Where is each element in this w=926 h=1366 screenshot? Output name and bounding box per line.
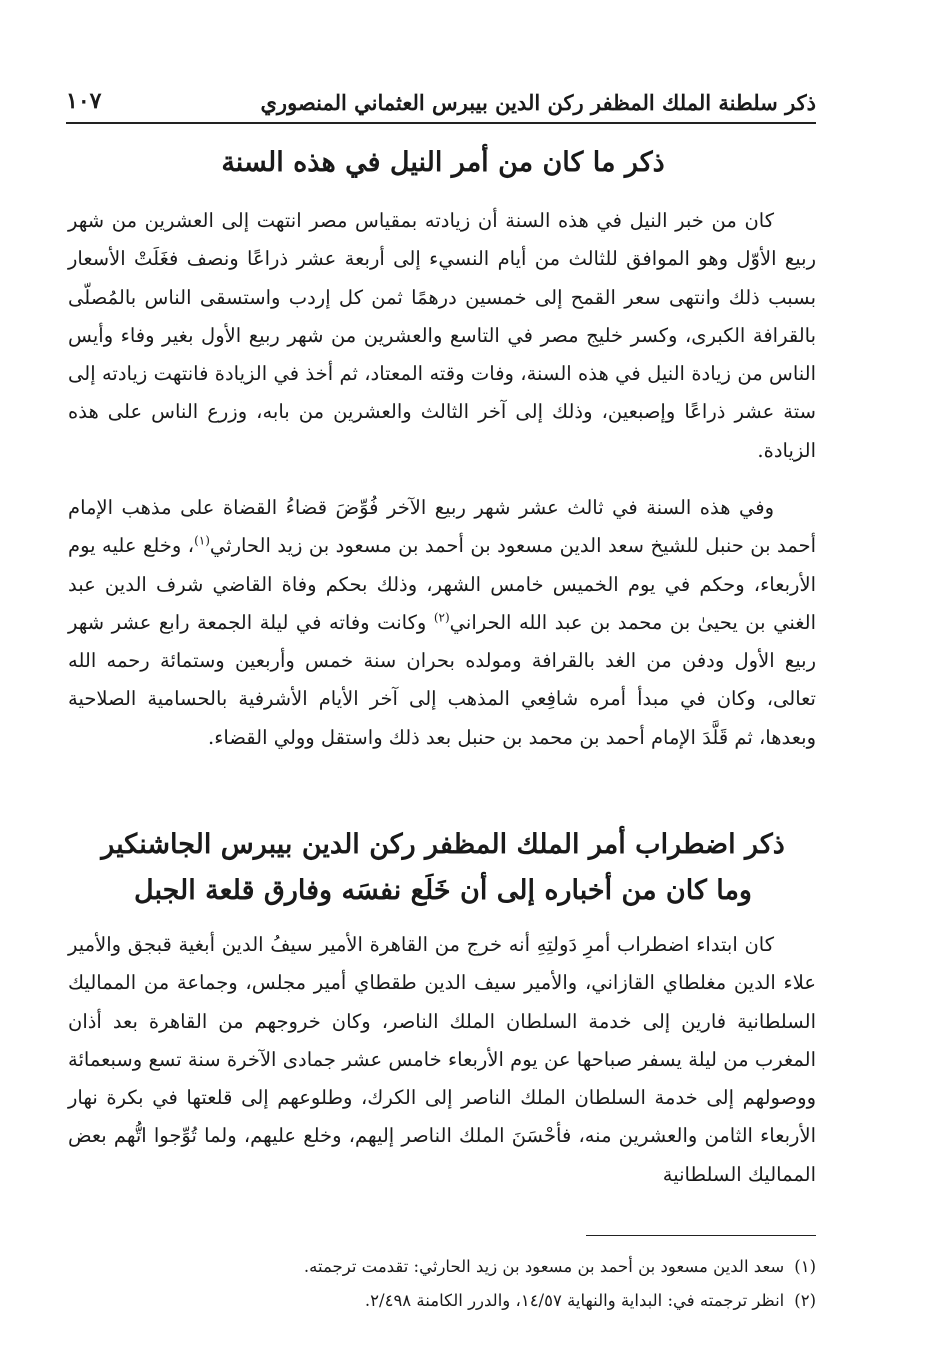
- paragraph-judge-appointment: [68, 489, 816, 757]
- paragraph-text: وكانت وفاته في ليلة الجمعة رابع عشر شهر ربيع الأول ودفن من الغد بالقرافة ومولده بحران سنة خمس وأربعين وستمائة رحمه الله تعالى، وكان في مبدأ أمره شافِعي المذهب إلى آخر الأيام الأشرفية بالحسامية الصلاحية وبعدها، ثم قَلَّدَ الإمام أحمد بن محمد بن حنبل بعد ذلك واستقل وولي القضاء.: [68, 610, 816, 749]
- section-heading-baybars: [70, 822, 816, 914]
- footnote-number: (٢): [794, 1291, 816, 1310]
- footnote-1: [68, 1250, 816, 1284]
- section-heading-nile: ذكر ما كان من أمر النيل في هذه السنة: [221, 147, 665, 178]
- footnote-divider: [586, 1235, 816, 1236]
- footnote-text: سعد الدين مسعود بن أحمد بن مسعود بن زيد الحارثي: تقدمت ترجمته.: [303, 1257, 785, 1276]
- heading-line: وما كان من أخباره إلى أن خَلَع نفسَه وفارق قلعة الجبل: [134, 875, 752, 906]
- footnotes: [68, 1250, 816, 1318]
- paragraph-text: ، وخلع عليه يوم الأربعاء، وحكم في يوم الخميس خامس الشهر، وذلك بحكم وفاة القاضي شرف الدين عبد الغني بن يحيىٰ بن محمد بن عبد الله الحراني: [68, 534, 816, 634]
- footnote-text: انظر ترجمته في: البداية والنهاية ١٤/٥٧، والدرر الكامنة ٢/٤٩٨.: [364, 1291, 785, 1310]
- page-number: ١٠٧: [66, 88, 102, 114]
- running-title: ذكر سلطنة الملك المظفر ركن الدين بيبرس العثماني المنصوري: [260, 90, 816, 115]
- footnote-2: [68, 1284, 816, 1318]
- footnote-ref-2[interactable]: (٢): [433, 610, 450, 625]
- running-header: [66, 86, 816, 124]
- footnote-number: (١): [794, 1257, 816, 1276]
- paragraph-baybars: كان ابتداء اضطراب أمرِ دَولتِهِ أنه خرج من القاهرة الأمير سيفُ الدين أبغية قبجق والأمير علاء الدين مغلطاي القازاني، والأمير سيف الدين طقطاي أمير مجلس، وجماعة من المماليك السلطانية فارين إلى خدمة السلطان الملك الناصر، وكان خروجهم من القاهرة بعد أذان المغرب من ليلة يسفر صباحها عن يوم الأربعاء خامس عشر جمادى الآخرة سنة تسع وسبعمائة ووصولهم إلى خدمة السلطان الملك الناصر إلى الكرك، وطلوعهم إلى قلعتها في بكرة نهار الأربعاء الثامن والعشرين منه، فأحْسَنَ الملك الناصر إليهم، وخلع عليهم، ولما تُوِّجوا اتُّهم بعض المماليك السلطانية: [68, 933, 816, 1186]
- paragraph-nile: كان من خبر النيل في هذه السنة أن زيادته بمقياس مصر انتهت إلى العشرين من شهر ربيع الأوّل وهو الموافق للثالث من أيام النسيء إلى أربعة عشر ذراعًا ونصف فغَلَتْ الأسعار بسبب ذلك وانتهى سعر القمح إلى خمسين درهمًا ثمن كل إردب واستسقى الناس بالمُصلّى بالقرافة الكبرى، وكسر خليج مصر في التاسع والعشرين من شهر ربيع الأول بغير وفاء وأيس الناس من زيادة النيل في هذه السنة، وفات وقته المعتاد، ثم أخذ في الزيادة فانتهت زيادته إلى ستة عشر ذراعًا وإصبعين، وذلك إلى آخر الثالث والعشرين من بابه، وزرع الناس على هذه الزيادة.: [68, 209, 816, 462]
- heading-line: ذكر اضطراب أمر الملك المظفر ركن الدين بيبرس الجاشنكير: [101, 829, 785, 860]
- paragraph-text: وفي هذه السنة في ثالث عشر شهر ربيع الآخر فُوِّضَ قضاءُ القضاة على مذهب الإمام أحمد بن حنبل للشيخ سعد الدين مسعود بن أحمد بن مسعود بن زيد الحارثي: [68, 496, 817, 558]
- footnote-ref-1[interactable]: (١): [194, 533, 210, 548]
